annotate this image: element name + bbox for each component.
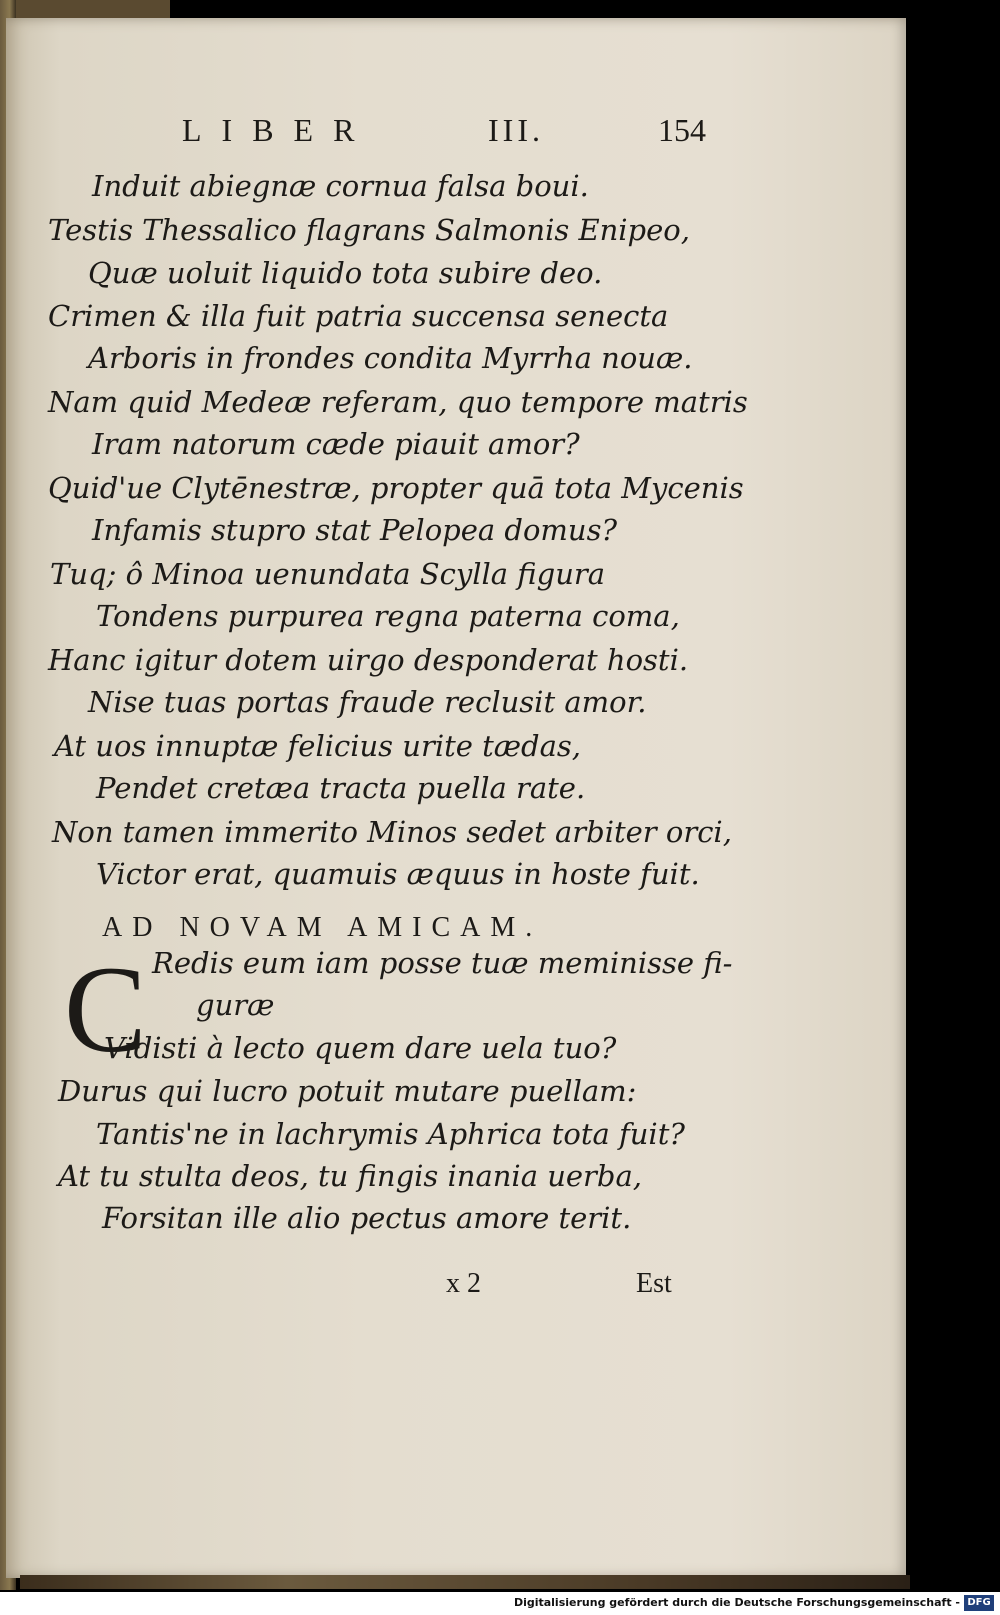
page-number: 154 — [658, 112, 706, 148]
verse-line: Iram natorum cæde piauit amor? — [92, 427, 580, 461]
verse-line: Hanc igitur dotem uirgo desponderat hosti. — [48, 643, 689, 677]
book-edge-bottom — [20, 1575, 910, 1589]
verse-line: Quæ uoluit liquido tota subire deo. — [88, 256, 603, 290]
dfg-logo-icon: DFG — [964, 1595, 994, 1611]
signature-mark: x 2 — [446, 1268, 481, 1299]
verse-line: Pendet cretæa tracta puella rate. — [96, 771, 586, 805]
verse-line: Victor erat, quamuis æquus in hoste fuit. — [96, 857, 700, 891]
poem-title: AD NOVAM AMICAM. — [102, 912, 543, 943]
verse-line: Tondens purpurea regna paterna coma, — [96, 599, 680, 633]
verse-line: Vidisti à lecto quem dare uela tuo? — [104, 1031, 617, 1065]
verse-line: Infamis stupro stat Pelopea domus? — [92, 513, 618, 547]
funding-credit: Digitalisierung gefördert durch die Deutsche Forschungsgemeinschaft - — [513, 1596, 960, 1609]
verse-line: Non tamen immerito Minos sedet arbiter orci, — [52, 815, 732, 849]
verse-line: Nise tuas portas fraude reclusit amor. — [88, 685, 647, 719]
running-head-book-number: III. — [488, 112, 544, 148]
catchword: Est — [636, 1268, 672, 1299]
verse-line: Arboris in frondes condita Myrrha nouæ. — [88, 341, 693, 375]
verse-line: Testis Thessalico flagrans Salmonis Enipeo, — [48, 213, 690, 247]
verse-line: Tuq; ô Minoa uenundata Scylla figura — [50, 557, 606, 591]
verse-line: Induit abiegnæ cornua falsa boui. — [92, 169, 589, 203]
verse-line: Nam quid Medeæ referam, quo tempore matris — [48, 385, 748, 419]
verse-line: Redis eum iam posse tuæ meminisse fi- — [152, 946, 733, 980]
verse-line: Durus qui lucro potuit mutare puellam: — [58, 1074, 637, 1108]
verse-line: At tu stulta deos, tu fingis inania uerba, — [58, 1159, 642, 1193]
drop-cap-initial: C — [64, 941, 147, 1078]
verse-line: At uos innuptæ felicius urite tædas, — [54, 729, 581, 763]
verse-line: Quid'ue Clytēnestræ, propter quā tota Mycenis — [48, 471, 744, 505]
running-head-liber: LIBER — [182, 112, 375, 148]
verse-line: Tantis'ne in lachrymis Aphrica tota fuit? — [96, 1117, 685, 1151]
verse-line: Crimen & illa fuit patria succensa senecta — [48, 299, 669, 333]
verse-line: Forsitan ille alio pectus amore terit. — [102, 1201, 632, 1235]
verse-line: guræ — [196, 988, 275, 1022]
